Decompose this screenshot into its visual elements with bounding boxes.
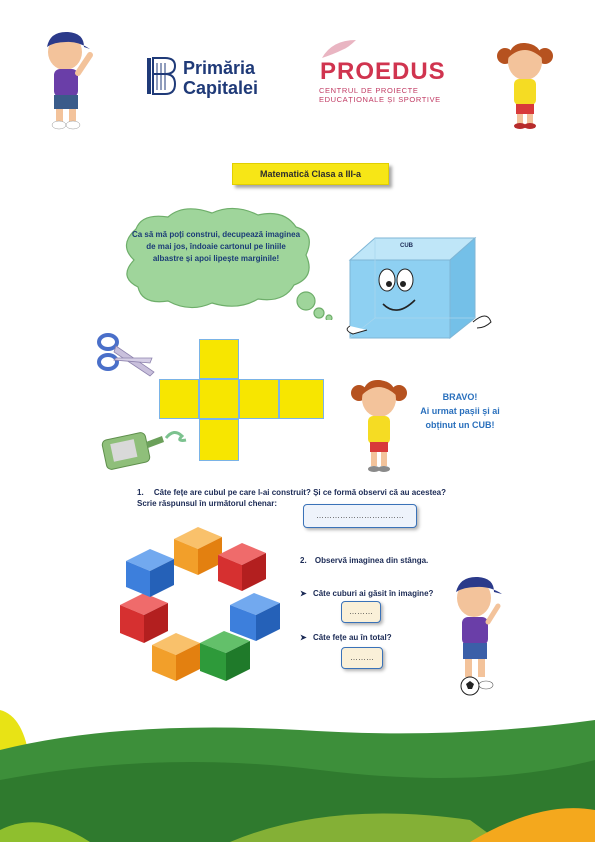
net-face-top [199,339,239,379]
cube-blue-top-left [126,549,174,597]
question-2-sub1-text: Câte cuburi ai găsit în imagine? [312,589,434,598]
logo1-line1: Primăria [183,58,256,78]
cube-orange-top [174,527,222,575]
question-2-sub2 [300,633,392,642]
question-2 [300,556,428,565]
cloud-instruction-text: Ca să mă poți construi, decupează imaginea de mai jos, îndoaie cartonul pe liniile albastre și apoi lipește marginile! [131,230,301,263]
cube-character [345,230,495,345]
question-2-sub2-text: Câte fețe au în total? [312,633,392,642]
bravo-text: BRAVO! Ai urmat pașii și ai obținut un CUB! [420,392,500,430]
primaria-capitalei-logo [183,58,258,98]
question-2-sub2-answer-box[interactable] [341,647,383,669]
question-2-sub1-answer: ……… [349,607,373,616]
footer-decoration [0,690,595,842]
proedus-logo: PROEDUS [320,58,446,85]
net-face-right [239,379,279,419]
bravo-message [410,390,510,432]
cube-red-top-right [218,543,266,591]
question-1-number: 1. [137,488,144,497]
logo1-line2: Capitalei [183,78,259,98]
question-1-instruction: Scrie răspunsul în următorul chenar: [137,499,278,508]
question-2-sub2-answer: ……… [350,653,374,662]
glue-bottle-icon [100,428,192,473]
arrow-bullet-icon: ➤ [300,633,307,642]
question-2-text: Observă imaginea din stânga. [314,556,429,565]
net-face-bottom [199,419,239,461]
net-face-left [159,379,199,419]
net-face-far-right [279,379,324,419]
colored-cubes-ring [118,525,290,690]
question-2-sub1 [300,589,433,598]
proedus-feather-icon [320,38,360,60]
arrow-bullet-icon: ➤ [300,589,307,598]
question-2-sub1-answer-box[interactable] [341,601,381,623]
girl-character-middle [350,375,410,475]
cube-orange-bottom [152,633,200,681]
boy-character-top-left [38,25,98,130]
page-title: Matematică Clasa a III-a [232,163,389,185]
cube-label: CUB [400,243,413,249]
scissors-icon [96,330,158,380]
question-1-answer-placeholder: …………………………… [316,511,404,520]
cube-green-bottom-right [200,631,250,681]
proedus-subtitle: CENTRUL DE PROIECTE EDUCAȚIONALE ȘI SPORTIVE [319,86,441,104]
cube-blue-right [230,593,280,641]
net-face-center [199,379,239,419]
cube-red-left [120,593,168,643]
boy-character-with-ball [450,570,510,700]
primaria-capitalei-emblem-icon [145,55,177,97]
girl-character-top-right [495,38,555,130]
question-1-text: Câte fețe are cubul pe care l-ai construit? Și ce formă observi că au acestea? [153,488,447,497]
question-1-answer-box[interactable] [303,504,417,528]
question-2-number: 2. [300,556,307,565]
